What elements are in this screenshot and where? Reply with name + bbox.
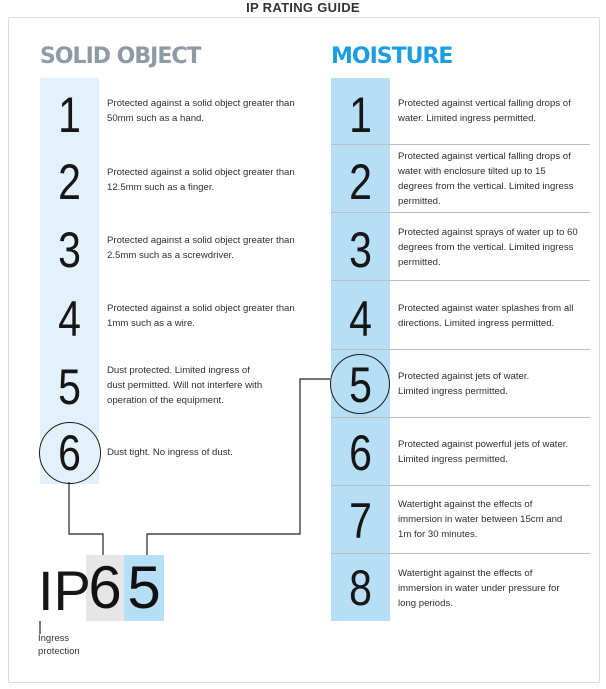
- solid-description-2: Protected against a solid object greater than 12.5mm such as a finger.: [107, 167, 295, 193]
- moisture-description-4: Protected against water splashes from all directions. Limited ingress permitted.: [398, 303, 574, 329]
- solid-description-3: Protected against a solid object greater than 2.5mm such as a screwdriver.: [107, 235, 295, 261]
- solid-number-1: 1: [58, 87, 81, 143]
- solid-connector-line: [69, 482, 103, 555]
- moisture-description-7: Watertight against the effects of immersion in water between 15cm and 1m for 30 minutes.: [398, 499, 563, 540]
- ingress-protection-caption: Ingress protection: [38, 633, 80, 657]
- moisture-number-6: 6: [349, 425, 372, 481]
- page-title: IP RATING GUIDE: [246, 0, 360, 15]
- moisture-description-8: Watertight against the effects of immersion in water under pressure for long periods.: [398, 568, 560, 609]
- moisture-number-4: 4: [349, 291, 372, 347]
- moisture-number-1: 1: [349, 87, 372, 143]
- solid-number-5: 5: [58, 359, 81, 415]
- moisture-description-6: Protected against powerful jets of water. Limited ingress permitted.: [398, 439, 569, 465]
- solid-description-1: Protected against a solid object greater than 50mm such as a hand.: [107, 98, 295, 124]
- solid-number-6: 6: [58, 425, 81, 481]
- solid-description-6: Dust tight. No ingress of dust.: [107, 447, 233, 458]
- ip-solid-digit: 6: [88, 554, 122, 621]
- moisture-number-7: 7: [349, 493, 372, 549]
- ip-prefix: IP: [38, 559, 91, 622]
- moisture-description-3: Protected against sprays of water up to 60 degrees from the vertical. Limited ingress permitted.: [398, 227, 578, 268]
- solid-description-4: Protected against a solid object greater than 1mm such as a wire.: [107, 303, 295, 329]
- solid-number-2: 2: [58, 154, 81, 210]
- moisture-connector-line: [147, 379, 330, 555]
- moisture-heading: MOISTURE: [331, 44, 453, 69]
- moisture-number-3: 3: [349, 222, 372, 278]
- ip-moisture-digit: 5: [127, 554, 161, 621]
- moisture-description-1: Protected against vertical falling drops of water. Limited ingress permitted.: [398, 98, 571, 124]
- solid-number-3: 3: [58, 222, 81, 278]
- moisture-number-2: 2: [349, 154, 372, 210]
- solid-description-5: Dust protected. Limited ingress of dust permitted. Will not interfere with operation of the equipment.: [107, 365, 263, 406]
- moisture-number-5: 5: [349, 357, 372, 413]
- solid-number-4: 4: [58, 291, 81, 347]
- solid-object-heading: SOLID OBJECT: [40, 44, 201, 69]
- moisture-number-8: 8: [349, 560, 372, 616]
- moisture-description-2: Protected against vertical falling drops of water with enclosure tilted up to 15 degrees from the vertical. Limited ingress permitted.: [398, 151, 574, 207]
- moisture-description-5: Protected against jets of water. Limited ingress permitted.: [398, 371, 530, 397]
